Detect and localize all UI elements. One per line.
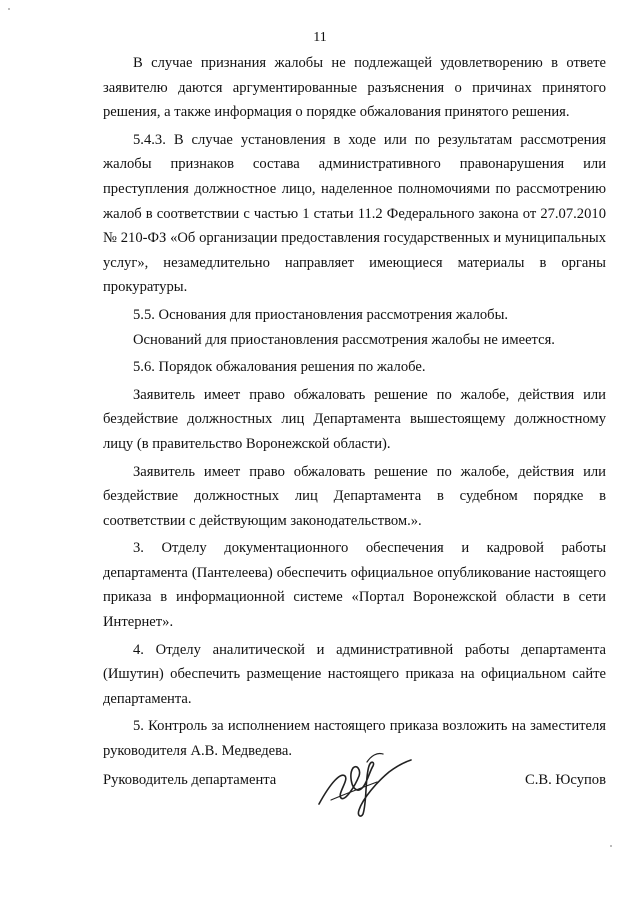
page-number: 11 bbox=[313, 30, 327, 45]
scan-mark bbox=[610, 845, 612, 847]
paragraph-5-5-heading: 5.5. Основания для приостановления рассмотрения жалобы. bbox=[133, 306, 509, 323]
scan-mark bbox=[8, 8, 10, 10]
paragraph-no-suspension: Оснований для приостановления рассмотрения жалобы не имеется. bbox=[133, 331, 555, 348]
document-body bbox=[103, 51, 606, 764]
paragraph-5-6-heading: 5.6. Порядок обжалования решения по жалобе. bbox=[133, 359, 426, 376]
paragraph-rejection-explanation: В случае признания жалобы не подлежащей удовлетворению в ответе заявителю даются аргументированные разъяснения о причинах принятого решения, а также информация о порядке обжалования принятого решения. bbox=[103, 55, 606, 121]
paragraph-5-4-3: 5.4.3. В случае установления в ходе или по результатам рассмотрения жалобы признаков состава административного правонарушения или преступления должностное лицо, наделенное полномочиями по рассмотрению жалоб в соответствии с частью 1 статьи 11.2 Федерального закона от 27.07.2010 № 210-ФЗ «Об организации предоставления государственных и муниципальных услуг», незамедлительно направляет имеющиеся материалы в органы прокуратуры. bbox=[103, 131, 606, 296]
paragraph-item-3: 3. Отделу документационного обеспечения и кадровой работы департамента (Пантелеева) обеспечить официальное опубликование настоящего приказа в информационной системе «Портал Воронежской области в сети Интернет». bbox=[103, 540, 606, 631]
handwritten-signature bbox=[311, 742, 421, 822]
paragraph-item-5: 5. Контроль за исполнением настоящего приказа возложить на заместителя руководителя А.В. Медведева. bbox=[103, 718, 606, 760]
signatory-position: Руководитель департамента bbox=[103, 772, 277, 788]
signatory-name: С.В. Юсупов bbox=[525, 772, 606, 788]
paragraph-item-4: 4. Отделу аналитической и административной работы департамента (Ишутин) обеспечить размещение настоящего приказа на официальном сайте департамента. bbox=[103, 641, 606, 707]
signature-block bbox=[103, 756, 606, 826]
paragraph-appeal-superior: Заявитель имеет право обжаловать решение по жалобе, действия или бездействие должностных лиц Департамента вышестоящему должностному лицу (в правительство Воронежской области). bbox=[103, 386, 606, 452]
paragraph-appeal-court: Заявитель имеет право обжаловать решение по жалобе, действия или бездействие должностных лиц Департамента в судебном порядке в соответствии с действующим законодательством.». bbox=[103, 463, 606, 529]
